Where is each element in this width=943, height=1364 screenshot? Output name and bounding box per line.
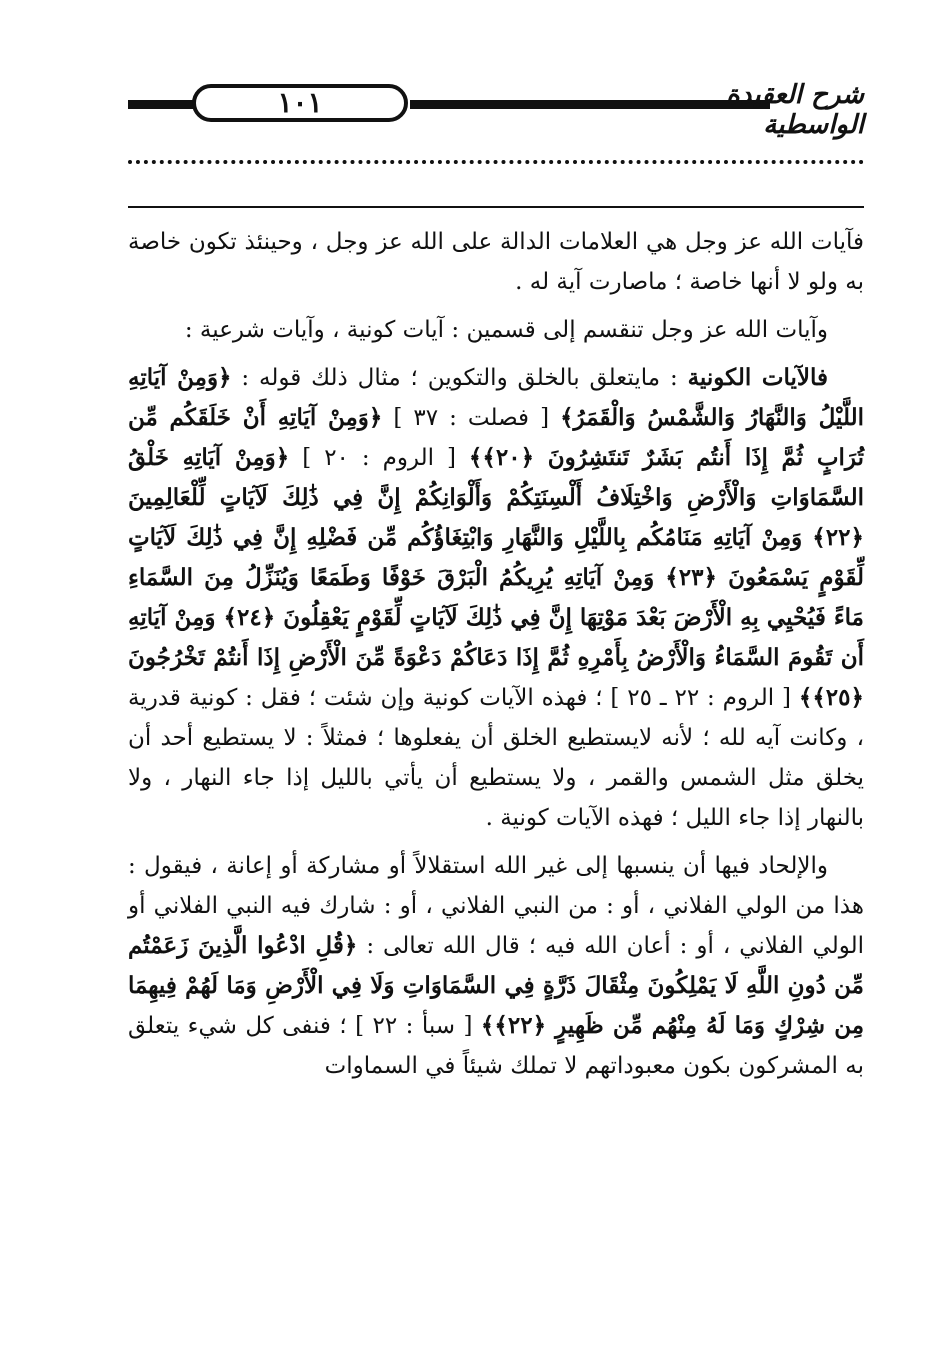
- verse-reference: [ الروم : ٢٢ ـ ٢٥ ] ؛: [595, 685, 799, 711]
- quran-verse: ﴿وَمِنْ آيَاتِهِ أَنْ خَلَقَكُم مِّن تُرَابٍ ثُمَّ إِذَا أَنتُم بَشَرٌ تَنتَشِرُونَ ﴿٢٠﴾﴾: [128, 404, 864, 471]
- paragraph: [128, 846, 864, 1086]
- page-header: [128, 78, 864, 140]
- page-body: [128, 222, 864, 1094]
- term-cosmic-signs: فالآيات الكونية: [687, 364, 829, 391]
- paragraph: فآيات الله عز وجل هي العلامات الدالة على الله عز وجل ، وحينئذ تكون خاصة به ولو لا أنها خاصة ؛ ماصارت آية له .: [128, 229, 864, 295]
- header-rule: [128, 206, 864, 208]
- paragraph-text: والإلحاد فيها أن ينسبها إلى غير الله استقلالاً أو مشاركة أو إعانة ، فيقول : هذا من الولي الفلاني ، أو : من النبي الفلاني ، أو : شارك فيه النبي الفلاني أو الولي الفلاني ، أو : أعان الله فيه ؛ قال الله تعالى :: [128, 853, 865, 959]
- quran-verse: ﴿قُلِ ادْعُوا الَّذِينَ زَعَمْتُم مِّن دُونِ اللَّهِ لَا يَمْلِكُونَ مِثْقَالَ ذَرَّةٍ فِي السَّمَاوَاتِ وَلَا فِي الْأَرْضِ وَمَا لَهُمْ فِيهِمَا مِن شِرْكٍ وَمَا لَهُ مِنْهُم مِّن ظَهِيرٍ ﴿٢٢﴾﴾: [128, 932, 865, 1039]
- verse-reference: [ الروم : ٢٠ ]: [289, 445, 469, 471]
- page-number: ١٠١: [192, 84, 408, 122]
- paragraph-text: فهذه الآيات كونية وإن شئت ؛ فقل : كونية قدرية ، وكانت آيه لله ؛ لأنه لايستطيع الخلق أن يفعلوها ؛ فمثلاً : لا يستطيع أحد أن يخلق مثل الشمس والقمر ، ولا يستطيع أن يأتي بالليل إذا جاء النهار ، ولا بالنهار إذا جاء الليل ؛ فهذه الآيات كونية .: [128, 685, 864, 831]
- header-bar-left: [128, 100, 194, 109]
- book-title: شرح العقيدة الواسطية: [726, 80, 864, 140]
- quran-verse: ﴿وَمِنْ آيَاتِهِ اللَّيْلُ وَالنَّهَارُ وَالشَّمْسُ وَالْقَمَرُ﴾: [128, 364, 864, 431]
- dotted-divider: [128, 160, 864, 164]
- verse-reference: [ سبأ : ٢٢ ] ؛: [339, 1013, 481, 1039]
- verse-reference: [ فصلت : ٣٧ ]: [382, 405, 561, 431]
- quran-verse: ﴿وَمِنْ آيَاتِهِ خَلْقُ السَّمَاوَاتِ وَالْأَرْضِ وَاخْتِلَافُ أَلْسِنَتِكُمْ وَأَلْوَانِكُمْ إِنَّ فِي ذَٰلِكَ لَآيَاتٍ لِّلْعَالِمِينَ ﴿٢٢﴾ وَمِنْ آيَاتِهِ مَنَامُكُم بِاللَّيْلِ وَالنَّهَارِ وَابْتِغَاؤُكُم مِّن فَضْلِهِ إِنَّ فِي ذَٰلِكَ لَآيَاتٍ لِّقَوْمٍ يَسْمَعُونَ ﴿٢٣﴾ وَمِنْ آيَاتِهِ يُرِيكُمُ الْبَرْقَ خَوْفًا وَطَمَعًا وَيُنَزِّلُ مِنَ السَّمَاءِ مَاءً فَيُحْيِي بِهِ الْأَرْضَ بَعْدَ مَوْتِهَا إِنَّ فِي ذَٰلِكَ لَآيَاتٍ لِّقَوْمٍ يَعْقِلُونَ ﴿٢٤﴾ وَمِنْ آيَاتِهِ أَن تَقُومَ السَّمَاءُ وَالْأَرْضُ بِأَمْرِهِ ثُمَّ إِذَا دَعَاكُمْ دَعْوَةً مِّنَ الْأَرْضِ إِذَا أَنتُمْ تَخْرُجُونَ ﴿٢٥﴾﴾: [128, 444, 865, 711]
- paragraph: وآيات الله عز وجل تنقسم إلى قسمين : آيات كونية ، وآيات شرعية :: [184, 317, 828, 343]
- paragraph-text: فنفى كل شيء يتعلق به المشركون بكون معبوداتهم لا تملك شيئاً في السماوات: [128, 1013, 864, 1079]
- paragraph-text: : مايتعلق بالخلق والتكوين ؛ مثال ذلك قوله :: [231, 365, 688, 391]
- paragraph: [128, 358, 864, 838]
